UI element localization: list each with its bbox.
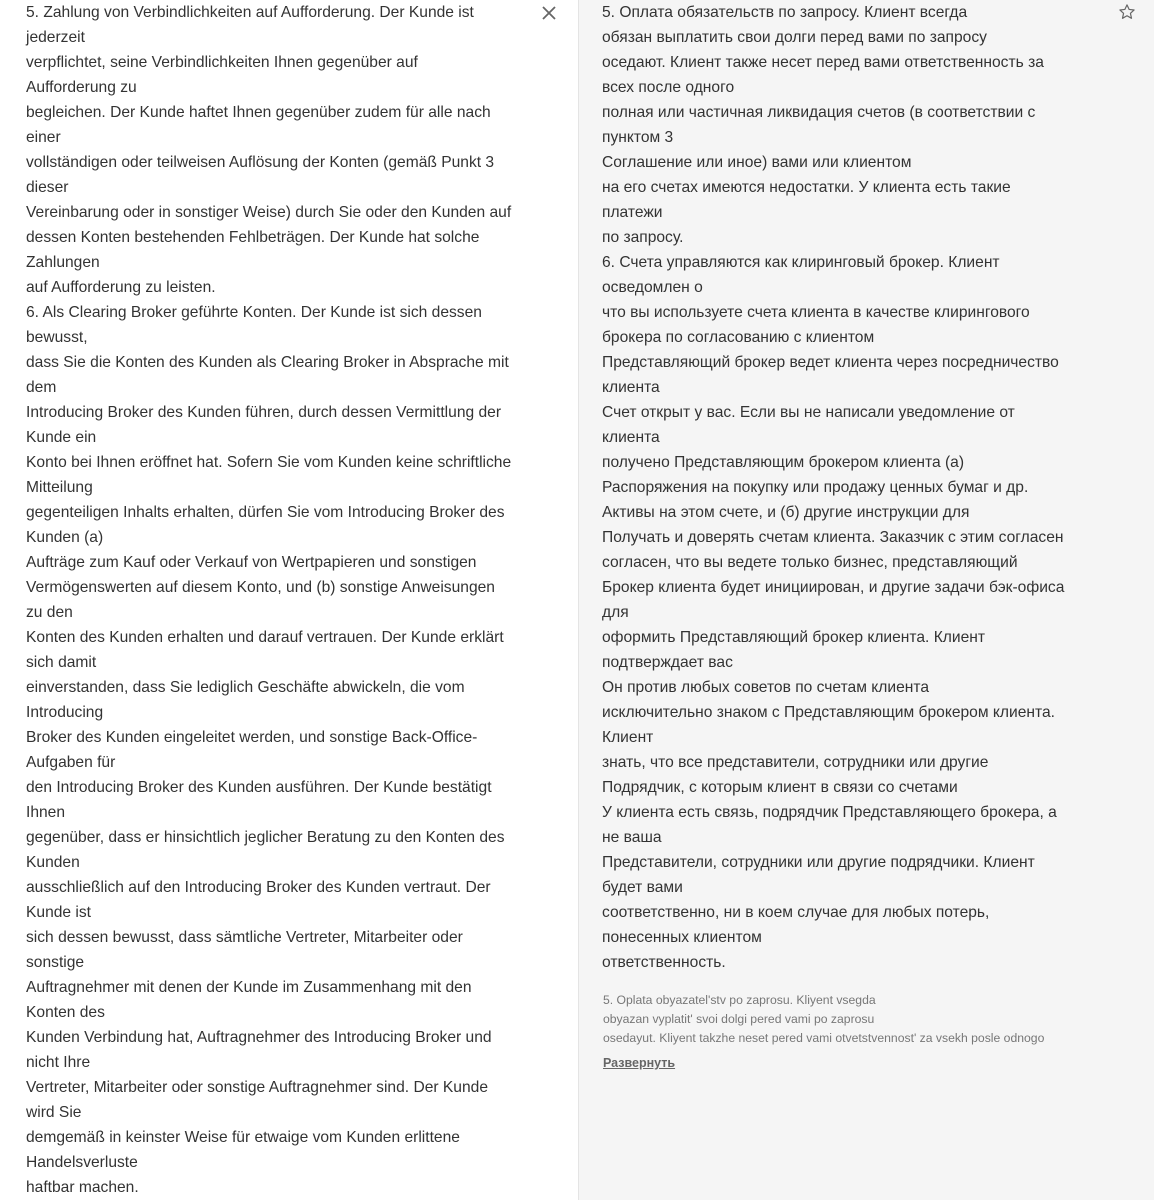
source-line: Vertreter, Mitarbeiter oder sonstige Auftragnehmer sind. Der Kunde [26, 1079, 488, 1096]
translation-line: будет вами [602, 879, 683, 896]
source-line: dieser [26, 179, 69, 196]
translation-line: оседают. Клиент также несет перед вами ответственность за [602, 54, 1044, 71]
source-line: Zahlungen [26, 254, 100, 271]
transliteration-line: osedayut. Kliyent takzhe neset pered vami otvetstvennost' za vsekh posle odnogo [603, 1031, 1045, 1045]
source-line: sonstige [26, 954, 85, 971]
translation-line: Получать и доверять счетам клиента. Заказчик с этим согласен [602, 529, 1064, 546]
translation-line: У клиента есть связь, подрядчик Представляющего брокера, а [602, 804, 1057, 821]
close-icon [542, 6, 556, 20]
translation-line: оформить Представляющий брокер клиента. Клиент [602, 629, 986, 646]
source-line: vollständigen oder teilweisen Auflösung der Konten (gemäß Punkt 3 [26, 154, 495, 171]
source-line: dem [26, 379, 57, 396]
transliteration-line: 5. Oplata obyazatel'stv po zaprosu. Kliyent vsegda [603, 993, 876, 1007]
source-line: Kunden [26, 854, 80, 871]
translation-line: Представители, сотрудники или другие подрядчики. Клиент [602, 854, 1035, 871]
translation-line: Соглашение или иное) вами или клиентом [602, 154, 912, 171]
source-line: nicht Ihre [26, 1054, 91, 1071]
translation-line: не ваша [602, 829, 662, 846]
save-translation-button[interactable] [1116, 1, 1138, 23]
translation-line: на его счетах имеются недостатки. У клиента есть такие [602, 179, 1011, 196]
translation-line: полная или частичная ликвидация счетов (в соответствии с [602, 104, 1036, 121]
source-line: einverstanden, dass Sie lediglich Geschäfte abwickeln, die vom [26, 679, 465, 696]
source-line: einer [26, 129, 61, 146]
source-line: demgemäß in keinster Weise für etwaige vom Kunden erlittene [26, 1129, 460, 1146]
source-line: Konto bei Ihnen eröffnet hat. Sofern Sie vom Kunden keine schriftliche [26, 454, 512, 471]
translation-line: Брокер клиента будет инициирован, и другие задачи бэк-офиса [602, 579, 1065, 596]
source-line: dessen Konten bestehenden Fehlbeträgen. Der Kunde hat solche [26, 229, 480, 246]
source-line: Ihnen [26, 804, 66, 821]
source-line: Mitteilung [26, 479, 93, 496]
source-line: dass Sie die Konten des Kunden als Clearing Broker in Absprache mit [26, 354, 509, 371]
translation-line: получено Представляющим брокером клиента (а) [602, 454, 965, 471]
source-line: Vermögenswerten auf diesem Konto, und (b) sonstige Anweisungen [26, 579, 495, 596]
translation-line: Распоряжения на покупку или продажу ценных бумаг и др. [602, 479, 1029, 496]
source-line: Aufforderung zu [26, 79, 137, 96]
translation-line: клиента [602, 379, 660, 396]
source-line: Vereinbarung oder in sonstiger Weise) durch Sie oder den Kunden auf [26, 204, 512, 221]
source-line: begleichen. Der Kunde haftet Ihnen gegenüber zudem für alle nach [26, 104, 491, 121]
translation-line: брокера по согласованию с клиентом [602, 329, 875, 346]
source-line: Introducing [26, 704, 104, 721]
translation-line: подтверждает вас [602, 654, 733, 671]
source-line: haftbar machen. [26, 1179, 139, 1196]
source-line: Aufträge zum Kauf oder Verkauf von Wertpapieren und sonstigen [26, 554, 477, 571]
source-line: bewusst, [26, 329, 88, 346]
source-line: zu den [26, 604, 73, 621]
source-line: Broker des Kunden eingeleitet werden, und sonstige Back-Office- [26, 729, 478, 746]
source-line: 6. Als Clearing Broker geführte Konten. Der Kunde ist sich dessen [26, 304, 482, 321]
source-line: Introducing Broker des Kunden führen, durch dessen Vermittlung der [26, 404, 502, 421]
source-line: sich dessen bewusst, dass sämtliche Vertreter, Mitarbeiter oder [26, 929, 463, 946]
source-line: gegenüber, dass er hinsichtlich jeglicher Beratung zu den Konten des [26, 829, 505, 846]
translation-line: всех после одного [602, 79, 735, 96]
translation-line: осведомлен о [602, 279, 703, 296]
translation-pane [579, 0, 1154, 1200]
expand-link[interactable]: Развернуть [603, 1056, 676, 1070]
source-line: Handelsverluste [26, 1154, 138, 1171]
source-line: wird Sie [26, 1104, 82, 1121]
translation-line: Активы на этом счете, и (б) другие инструкции для [602, 504, 970, 521]
source-line: 5. Zahlung von Verbindlichkeiten auf Aufforderung. Der Kunde ist [26, 4, 474, 21]
translation-line: 5. Оплата обязательств по запросу. Клиент всегда [602, 4, 968, 21]
source-line: verpflichtet, seine Verbindlichkeiten Ihnen gegenüber auf [26, 54, 418, 71]
translation-line: Клиент [602, 729, 654, 746]
translation-text [579, 0, 1154, 975]
translation-line: для [602, 604, 629, 621]
translation-line: обязан выплатить свои долги перед вами по запросу [602, 29, 987, 46]
translation-line: пунктом 3 [602, 129, 674, 146]
translation-line: Подрядчик, с которым клиент в связи со счетами [602, 779, 958, 796]
translation-line: соответственно, ни в коем случае для любых потерь, [602, 904, 990, 921]
source-line: Konten des [26, 1004, 105, 1021]
source-line: auf Aufforderung zu leisten. [26, 279, 216, 296]
star-icon [1118, 3, 1136, 21]
translation-line: исключительно знаком с Представляющим брокером клиента. [602, 704, 1055, 721]
source-line: sich damit [26, 654, 97, 671]
clear-source-button[interactable] [538, 2, 560, 24]
source-line: ausschließlich auf den Introducing Broker des Kunden vertraut. Der [26, 879, 491, 896]
translation-line: клиента [602, 429, 660, 446]
translation-line: знать, что все представители, сотрудники или другие [602, 754, 989, 771]
source-line: Konten des Kunden erhalten und darauf vertrauen. Der Kunde erklärt [26, 629, 504, 646]
source-line: Aufgaben für [26, 754, 116, 771]
translation-line: платежи [602, 204, 663, 221]
translation-line: Представляющий брокер ведет клиента через посредничество [602, 354, 1059, 371]
transliteration-line: obyazan vyplatit' svoi dolgi pered vami po zaprosu [603, 1012, 875, 1026]
translation-line: Счет открыт у вас. Если вы не написали уведомление от [602, 404, 1015, 421]
translation-line: Он против любых советов по счетам клиента [602, 679, 929, 696]
translation-line: 6. Счета управляются как клиринговый брокер. Клиент [602, 254, 1000, 271]
source-line: Kunde ein [26, 429, 97, 446]
source-line: den Introducing Broker des Kunden ausführen. Der Kunde bestätigt [26, 779, 492, 796]
translation-line: что вы используете счета клиента в качестве клирингового [602, 304, 1030, 321]
source-line: jederzeit [26, 29, 85, 46]
transliteration [603, 991, 1154, 1048]
source-line: gegenteiligen Inhalts erhalten, dürfen Sie vom Introducing Broker des [26, 504, 505, 521]
translation-line: по запросу. [602, 229, 684, 246]
translation-line: понесенных клиентом [602, 929, 762, 946]
translation-line: ответственность. [602, 954, 726, 971]
source-line: Kunden (a) [26, 529, 104, 546]
source-line: Auftragnehmer mit denen der Kunde im Zusammenhang mit den [26, 979, 472, 996]
source-line: Kunden Verbindung hat, Auftragnehmer des Introducing Broker und [26, 1029, 492, 1046]
translation-line: согласен, что вы ведете только бизнес, представляющий [602, 554, 1018, 571]
source-line: Kunde ist [26, 904, 92, 921]
